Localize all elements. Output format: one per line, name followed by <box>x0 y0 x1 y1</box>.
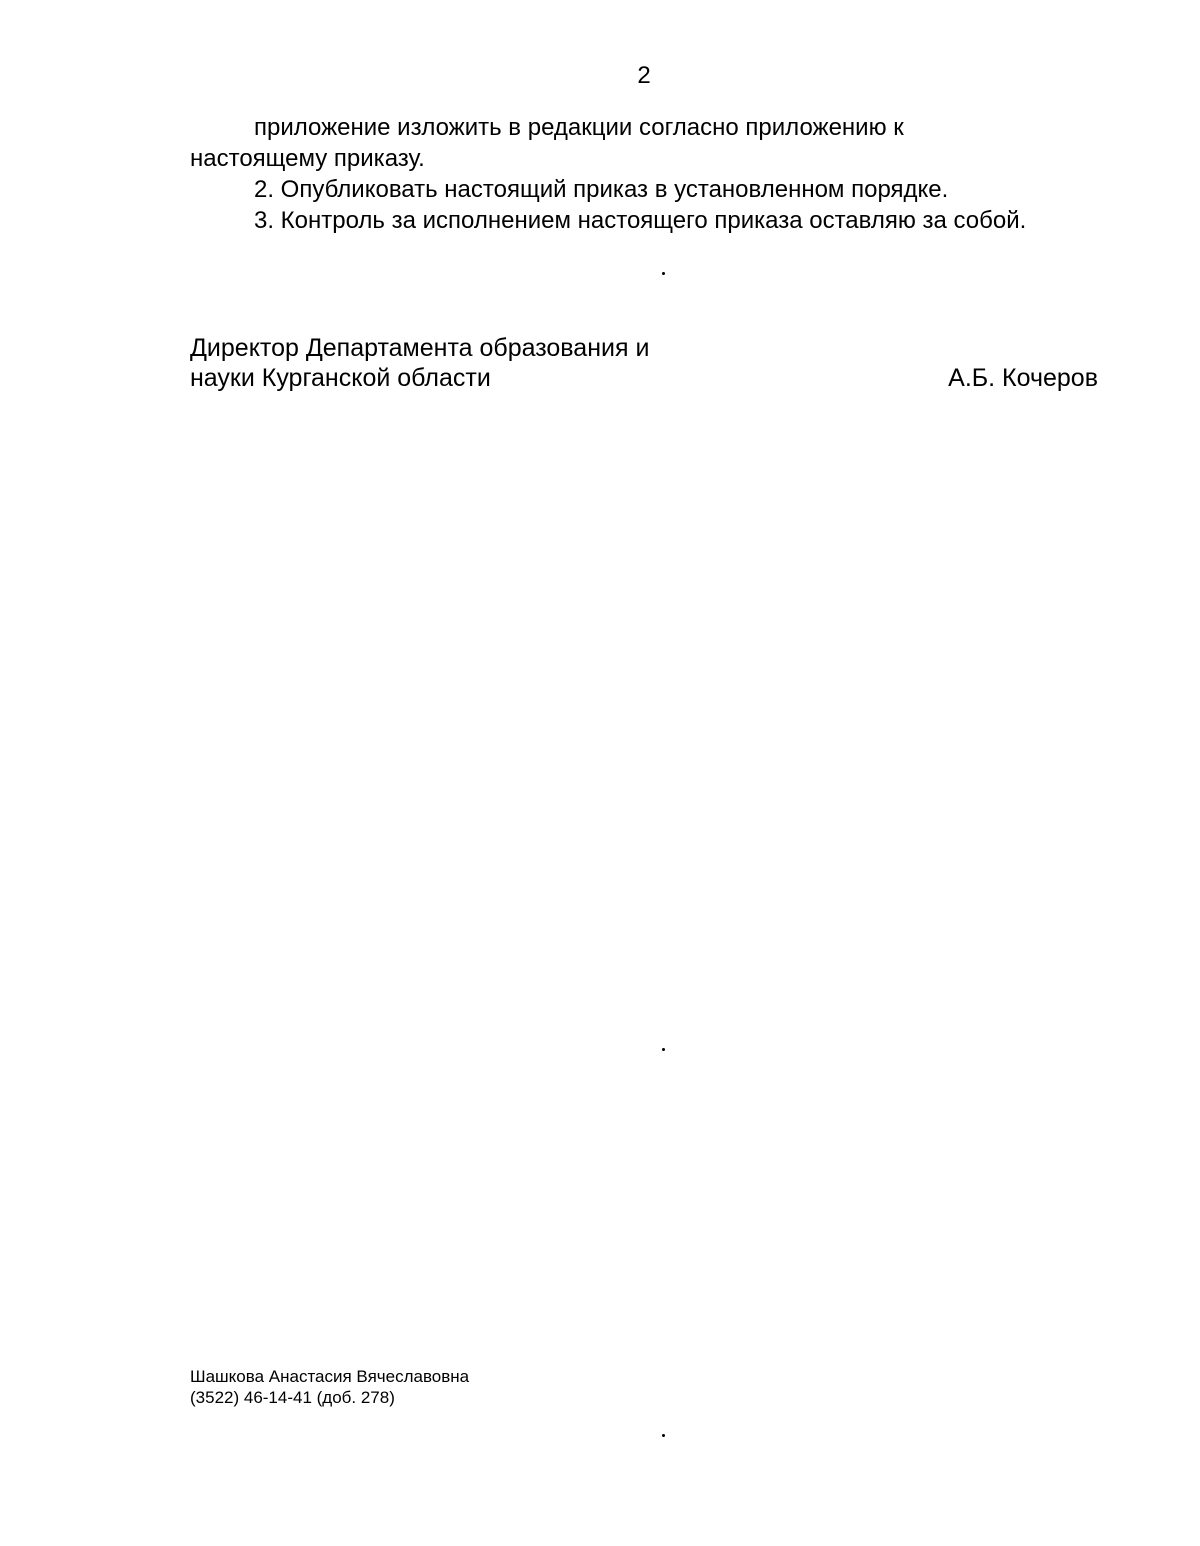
executor-name: Шашкова Анастасия Вячеславовна <box>190 1367 470 1386</box>
document-body <box>190 112 1098 236</box>
executor-info <box>190 1366 469 1408</box>
paragraph-1 <box>190 112 1098 174</box>
executor-phone: (3522) 46-14-41 (доб. 278) <box>190 1388 395 1407</box>
scan-speck <box>662 1048 665 1051</box>
signatory-position-line-1: Директор Департамента образования и <box>190 334 650 362</box>
paragraph-2: 2. Опубликовать настоящий приказ в установленном порядке. <box>254 176 949 203</box>
scan-speck <box>662 272 665 275</box>
paragraph-3: 3. Контроль за исполнением настоящего приказа оставляю за собой. <box>254 207 1027 234</box>
paragraph-1-line-2: настоящему приказу. <box>190 145 425 172</box>
scan-speck <box>662 1434 665 1437</box>
page-number: 2 <box>637 62 651 89</box>
paragraph-1-line-1: приложение изложить в редакции согласно приложению к <box>254 114 904 141</box>
signatory-name: А.Б. Кочеров <box>948 364 1098 392</box>
signature-block <box>190 333 1098 393</box>
signatory-position-line-2: науки Курганской области <box>190 364 491 392</box>
